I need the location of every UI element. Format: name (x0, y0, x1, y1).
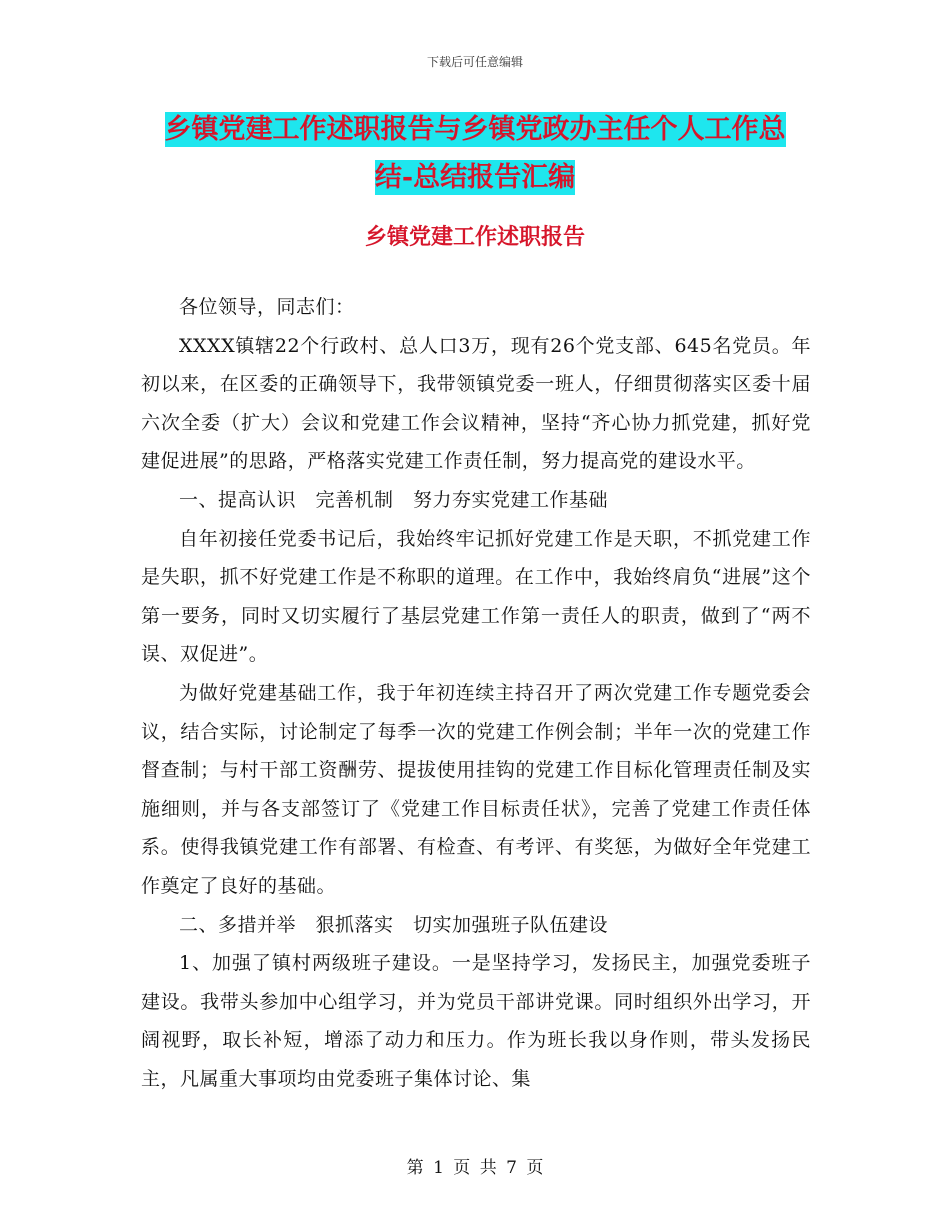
paragraph: 为做好党建基础工作，我于年初连续主持召开了两次党建工作专题党委会议，结合实际，讨论制定了每季一次的党建工作例会制；半年一次的党建工作督查制；与村干部工资酬劳、提拔使用挂钩的党建工作目标化管理责任制及实施细则，并与各支部签订了《党建工作目标责任状》，完善了党建工作责任体系。使得我镇党建工作有部署、有检查、有考评、有奖惩，为做好全年党建工作奠定了良好的基础。 (141, 681, 811, 897)
paragraph: XXXX镇辖22个行政村、总人口3万，现有26个党支部、645名党员。年初以来，在区委的正确领导下，我带领镇党委一班人，仔细贯彻落实区委十届六次全委（扩大）会议和党建工作会议精神，坚持“齐心协力抓党建，抓好党建促进展”的思路，严格落实党建工作责任制，努力提高党的建设水平。 (141, 334, 811, 473)
paragraph-heading: 二、多措并举 狠抓落实 切实加强班子队伍建设 (179, 913, 609, 936)
paragraph-salutation: 各位领导，同志们： (179, 296, 355, 318)
document-body (141, 288, 811, 1098)
title-line-2: 结-总结报告汇编 (374, 162, 576, 193)
title-line-1: 乡镇党建工作述职报告与乡镇党政办主任个人工作总 (164, 114, 786, 145)
document-title (150, 106, 800, 202)
paragraph: 自年初接任党委书记后，我始终牢记抓好党建工作是天职，不抓党建工作是失职，抓不好党建工作是不称职的道理。在工作中，我始终肩负“进展”这个第一要务，同时又切实履行了基层党建工作第一责任人的职责，做到了“两不误、双促进”。 (141, 527, 811, 666)
paragraph: 1、加强了镇村两级班子建设。一是坚持学习，发扬民主，加强党委班子建设。我带头参加中心组学习，并为党员干部讲党课。同时组织外出学习，开阔视野，取长补短，增添了动力和压力。作为班长我以身作则，带头发扬民主，凡属重大事项均由党委班子集体讨论、集 (141, 952, 811, 1090)
section-title: 乡镇党建工作述职报告 (364, 224, 585, 250)
paragraph-heading: 一、提高认识 完善机制 努力夯实党建工作基础 (179, 488, 609, 511)
page-footer: 第 1 页 共 7 页 (406, 1158, 544, 1178)
header-note: 下载后可任意编辑 (426, 55, 523, 69)
